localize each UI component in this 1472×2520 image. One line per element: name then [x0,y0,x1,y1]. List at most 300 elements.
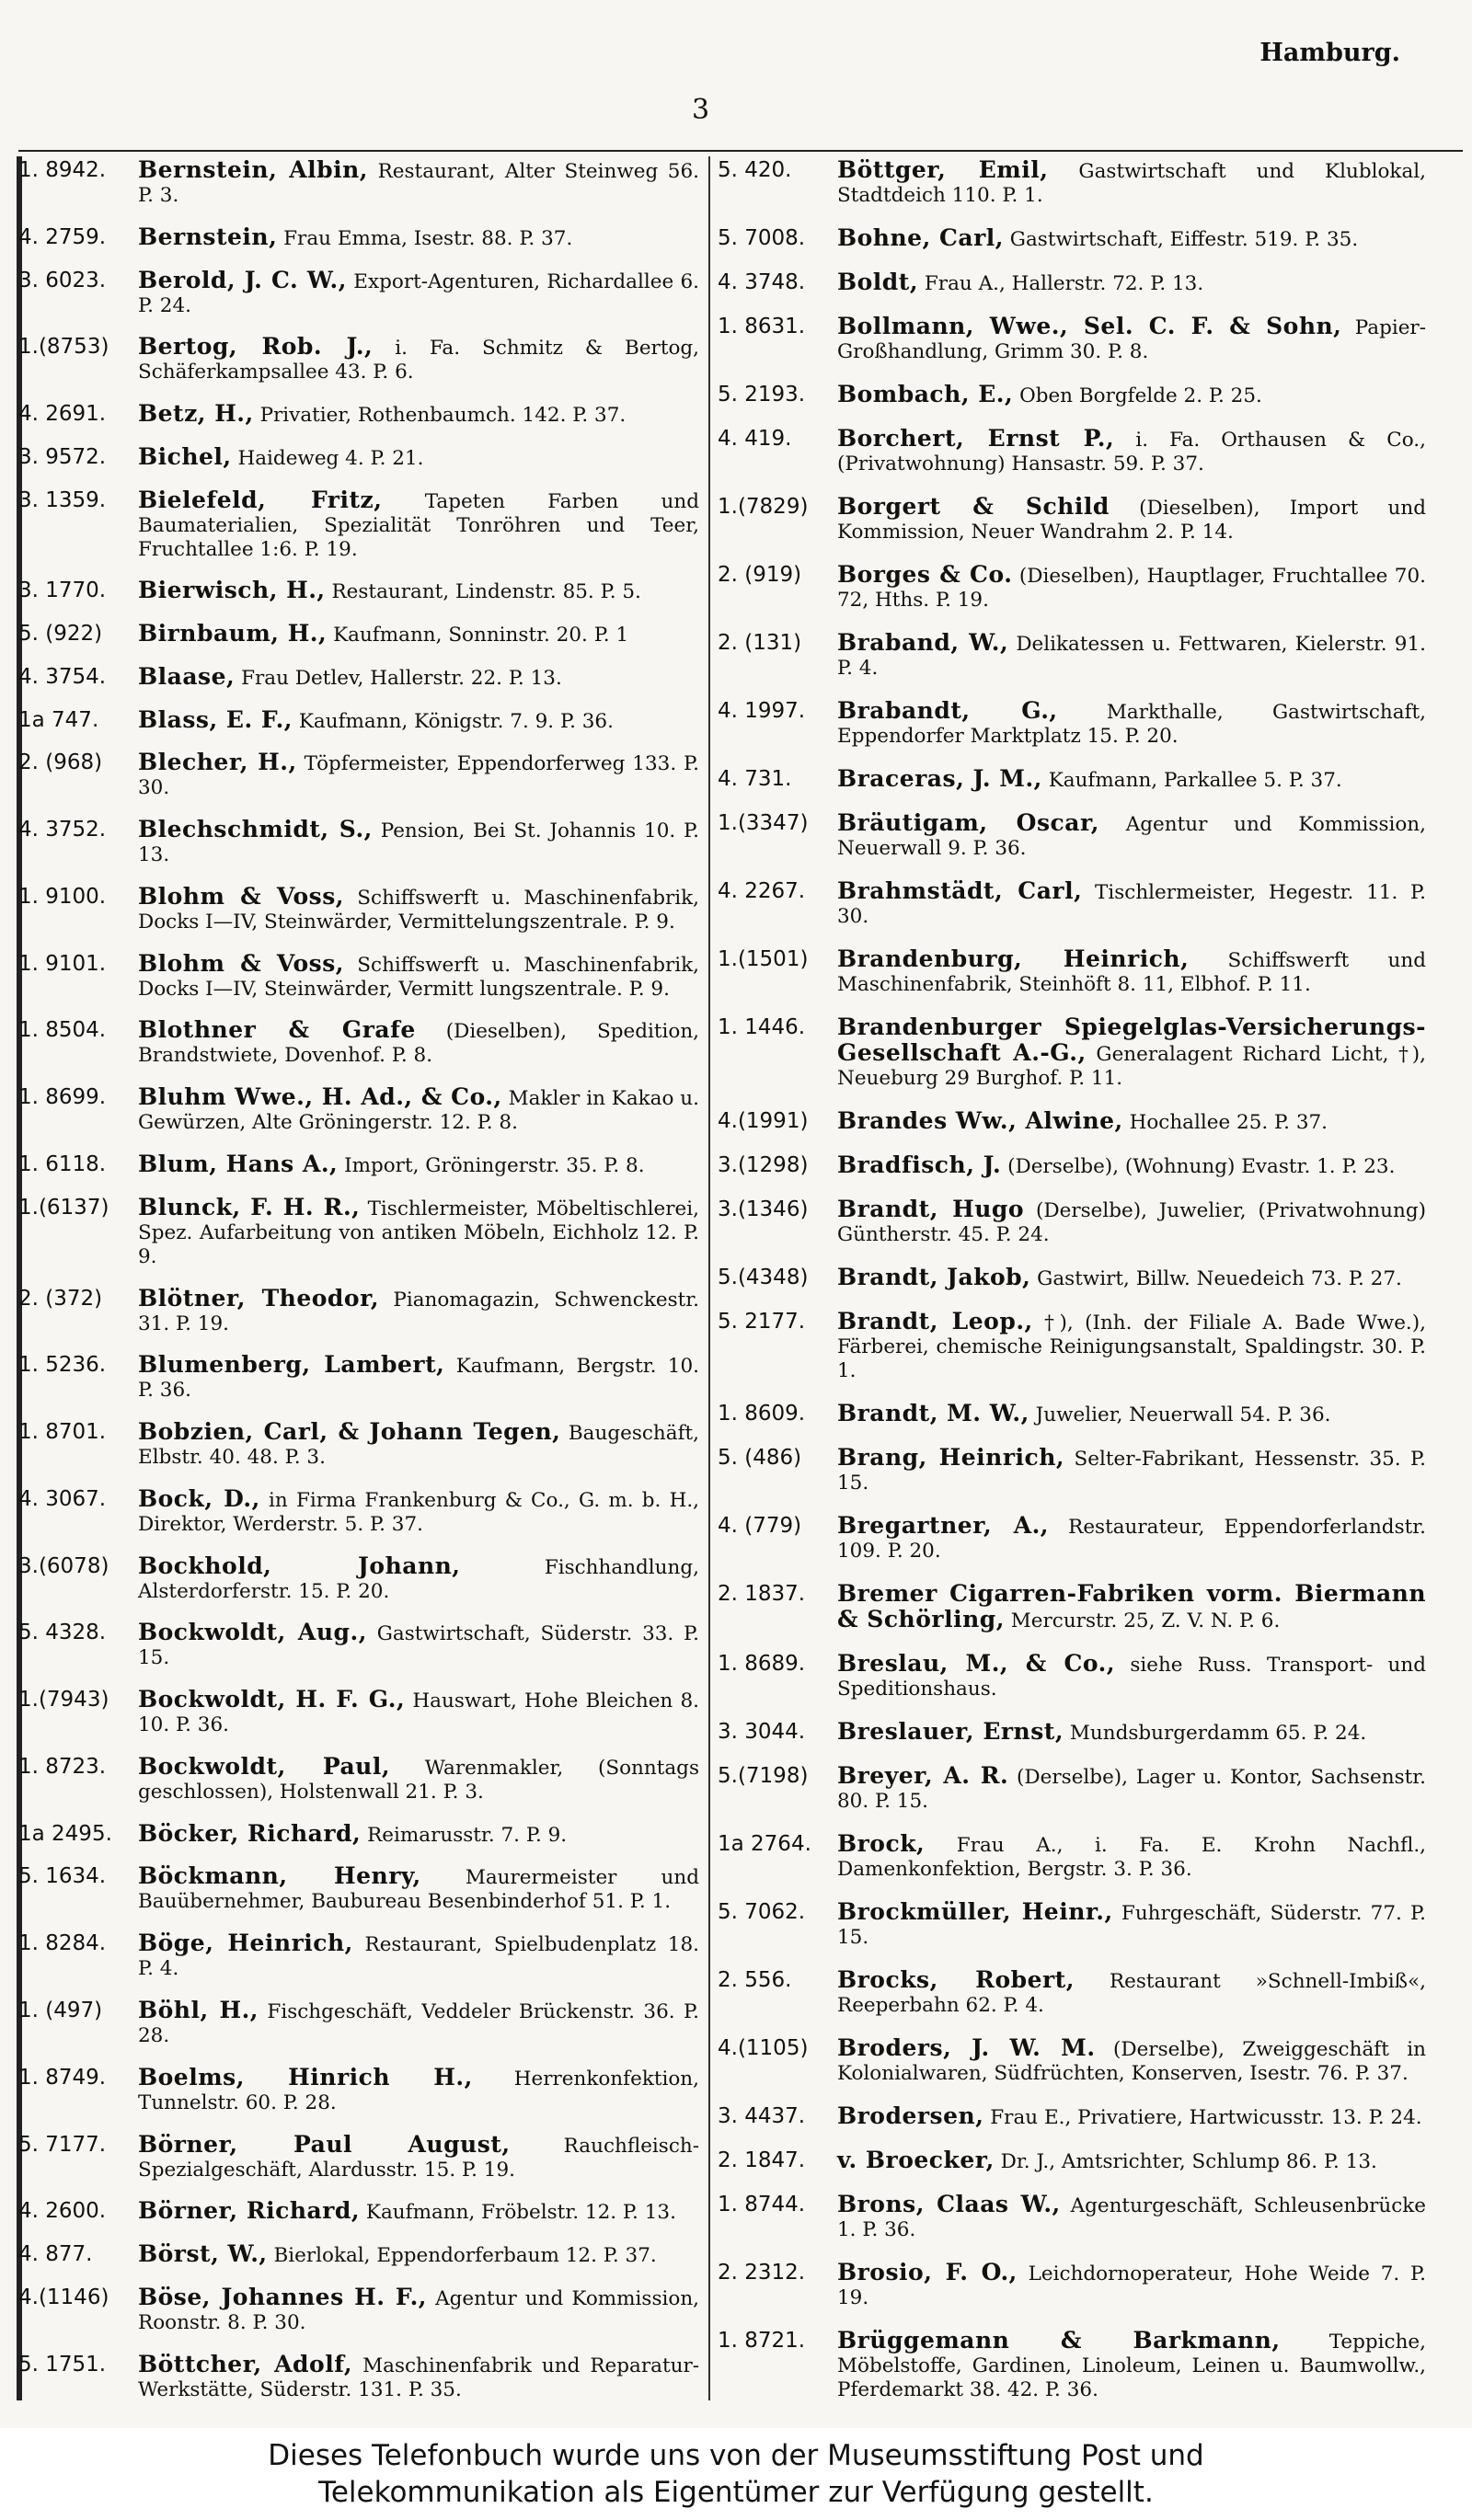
entry-details: †), (Inh. der Filiale A. Bade Wwe.), Färberei, chemische Reinigungsanstalt, Spaldingstr. 30. P. 1. [837,1312,1426,1382]
directory-entry [18,578,699,604]
subscriber-name: Bierwisch, H., [138,577,326,604]
entry-details: Restaurant »Schnell-Imbiß«, Reeperbahn 62. P. 4. [837,1970,1426,2017]
entry-text [138,578,699,604]
subscriber-name: Bremer Cigarren-Fabriken vorm. Biermann & Schörling, [837,1580,1426,1632]
entry-details: Gastwirtschaft und Klublokal, Stadtdeich 110. P. 1. [837,160,1426,207]
subscriber-name: Blohm & Voss, [138,882,344,910]
subscriber-name: Bockwoldt, H. F. G., [138,1686,406,1713]
entry-text [837,1197,1426,1247]
directory-entry [18,225,699,251]
phone-number: 1. 8284. [18,1931,107,1956]
directory-entry [718,563,1426,613]
entry-text [138,818,699,867]
subscriber-name: Brock, [837,1830,926,1857]
subscriber-name: Blohm & Voss, [138,949,344,977]
directory-entry [18,1996,699,2048]
subscriber-name: Blecher, H., [138,749,297,776]
entry-text [837,947,1426,997]
entry-details: Restaurant, Spielbudenplatz 18. P. 4. [138,1933,699,1981]
subscriber-name: Böcker, Richard, [138,1819,362,1847]
entry-text [138,2242,699,2268]
directory-entry [18,2350,699,2402]
phone-number: 3. 6023. [18,268,107,292]
phone-number: 1. 8699. [18,1085,107,1110]
phone-number: 4.(1105) [718,2036,809,2060]
entry-details: Warenmakler, (Sonntags geschlossen), Holstenwall 21. P. 3. [138,1756,699,1804]
subscriber-name: Böge, Heinrich, [138,1930,353,1957]
phone-number: 1. 8721. [718,2329,806,2353]
directory-entry [18,1864,699,1914]
phone-number: 1. 8942. [18,158,107,182]
directory-entry [718,1266,1426,1291]
subscriber-name: Böse, Johannes H. F., [138,2283,428,2310]
entry-details: Export-Agenturen, Richardallee 6. P. 24. [138,269,700,317]
entry-details: Delikatessen u. Fettwaren, Kielerstr. 91. P. 4. [837,633,1426,680]
phone-number: 1.(7943) [18,1688,109,1712]
subscriber-name: Boelms, Hinrich H., [138,2063,473,2090]
phone-number: 1.(1501) [718,947,809,971]
subscriber-name: Böhl, H., [138,1996,259,2023]
phone-number: 3. 4437. [718,2104,806,2128]
entry-text [138,1193,699,1269]
subscriber-name: Blum, Hans A., [138,1151,339,1178]
directory-entry [18,1193,699,1269]
page-number: 3 [692,94,710,126]
entry-details: (Derselbe), Lager u. Kontor, Sachsenstr. 80. P. 15. [837,1766,1426,1813]
entry-details: Reimarusstr. 7. P. 9. [367,1823,568,1847]
left-column [18,158,699,2402]
entry-text [837,811,1426,861]
subscriber-name: Blötner, Theodor, [138,1284,380,1312]
entry-text [837,383,1426,408]
phone-number: 4. 3752. [18,818,107,842]
subscriber-name: Betz, H., [138,400,254,428]
subscriber-name: Broders, J. W. M. [837,2034,1096,2061]
phone-number: 2. (919) [718,563,802,587]
directory-entry [718,1310,1426,1383]
entry-text [837,1015,1426,1091]
directory-entry [718,811,1426,861]
subscriber-name: Brandes Ww., Alwine, [837,1107,1123,1134]
directory-entry [718,1514,1426,1564]
entry-details: Restaurateur, Eppendorferlandstr. 109. P. 20. [837,1516,1426,1563]
entry-details: Schiffswerft u. Maschinenfabrik, Docks I—IV, Steinwärder, Vermittelungszentrale. P. 9. [138,886,699,934]
entry-details: (Derselbe), Zweiggeschäft in Kolonialwaren, Südfrüchten, Konserven, Isestr. 76. P. 37. [837,2038,1427,2085]
entry-details: Pension, Bei St. Johannis 10. P. 13. [138,819,699,867]
phone-number: 4. 419. [718,427,792,451]
directory-entry [718,2148,1426,2174]
entry-details: Gastwirt, Billw. Neuedeich 73. P. 27. [1037,1267,1402,1290]
phone-number: 5. 420. [718,158,792,182]
phone-number: 5.(4348) [718,1266,809,1289]
entry-details: Frau E., Privatiere, Hartwicusstr. 13. P. 24. [990,2106,1422,2129]
subscriber-name: Böckmann, Henry, [138,1862,421,1890]
phone-number: 4.(1991) [718,1109,809,1133]
directory-entry [18,2285,699,2335]
entry-details: siehe Russ. Transport- und Speditionshaus. [837,1654,1426,1701]
phone-number: 4. 1997. [718,699,806,723]
entry-text [138,1819,699,1848]
phone-number: 3.(1346) [718,1197,809,1221]
directory-entry [718,1720,1426,1746]
phone-number: 3.(6078) [18,1553,109,1578]
subscriber-name: Berold, J. C. W., [138,266,347,293]
entry-text [138,750,699,800]
directory-entry [18,442,699,471]
entry-text [138,1864,699,1914]
subscriber-name: Brons, Claas W., [837,2191,1061,2217]
subscriber-name: Bernstein, [138,223,278,250]
subscriber-name: Bertog, Rob. J., [138,333,374,361]
phone-number: 4. 2759. [18,224,107,249]
phone-number: 4. 877. [18,2242,93,2267]
entry-details: Fuhrgeschäft, Süderstr. 77. P. 15. [837,1902,1426,1949]
phone-number: 1a 2495. [18,1821,112,1846]
directory-entry [18,662,699,691]
entry-details: Oben Borgfelde 2. P. 25. [1019,384,1262,407]
phone-number: 2. 2312. [718,2261,806,2285]
phone-number: 1. 1446. [718,1015,806,1039]
directory-entry [718,495,1426,544]
entry-text [138,2285,699,2335]
subscriber-name: Brandt, Leop., [837,1308,1033,1334]
entry-details: Restaurant, Lindenstr. 85. P. 5. [331,580,641,604]
subscriber-name: Bregartner, A., [837,1512,1050,1539]
entry-details: Agentur und Kommission, Roonstr. 8. P. 30. [138,2286,699,2334]
subscriber-name: Bernstein, Albin, [138,156,369,183]
entry-text [837,315,1426,364]
entry-details: Restaurant, Alter Steinweg 56. P. 3. [138,160,699,207]
entry-details: Kaufmann, Sonninstr. 20. P. 1 [333,624,629,647]
entry-details: Mercurstr. 25, Z. V. N. P. 6. [1010,1609,1281,1632]
entry-text [837,699,1426,749]
entry-details: Teppiche, Möbelstoffe, Gardinen, Linoleum, Leinen u. Baumwollw., Pferdemarkt 38. 42. P. 36. [837,2331,1426,2401]
phone-number: 4. 3748. [718,270,806,294]
subscriber-name: Bobzien, Carl, & Johann Tegen, [138,1418,561,1446]
entry-details: Juwelier, Neuerwall 54. P. 36. [1035,1403,1331,1426]
subscriber-name: Breyer, A. R. [837,1762,1009,1789]
subscriber-name: Breslau, M., & Co., [837,1650,1116,1677]
directory-entry [718,879,1426,929]
directory-entry [18,1484,700,1537]
entry-text [138,225,699,251]
phone-number: 1. 6118. [18,1152,107,1177]
entry-text [138,1085,699,1135]
directory-entry [18,705,699,734]
entry-details: Maurermeister und Bauübernehmer, Baubureau Besenbinderhof 51. P. 1. [138,1866,699,1914]
entry-details: Kaufmann, Bergstr. 10. P. 36. [138,1355,699,1403]
subscriber-name: Breslauer, Ernst, [837,1718,1064,1745]
entry-details: Rauchfleisch-Spezialgeschäft, Alardusstr. 15. P. 19. [138,2134,699,2182]
entry-details: Kaufmann, Fröbelstr. 12. P. 13. [365,2201,676,2225]
phone-number: 2. 556. [718,1968,792,1992]
subscriber-name: Börst, W., [138,2240,268,2268]
directory-entry [18,1688,699,1737]
entry-text [837,2104,1426,2130]
entry-text [138,488,699,562]
directory-entry [718,2036,1426,2086]
directory-entry [18,2130,699,2182]
subscriber-name: Bohne, Carl, [837,224,1004,251]
phone-number: 3. 1770. [18,578,107,603]
entry-text [837,1514,1426,1564]
entry-text [837,427,1426,476]
directory-entry [18,750,699,800]
phone-number: 4. 731. [718,767,792,791]
entry-details: Tapeten Farben und Baumaterialien, Spezialität Tonröhren und Teer, Fruchtallee 1:6. P. 19. [138,489,699,561]
phone-number: 1.(8753) [18,335,109,360]
entry-details: Generalagent Richard Licht, †), Neueburg 29 Burghof. P. 11. [837,1043,1426,1090]
entry-text [837,2036,1426,2086]
phone-number: 1. 8689. [718,1652,806,1676]
phone-number: 2. 1837. [718,1582,806,1606]
directory-entry [718,1832,1426,1882]
entry-details: Baugeschäft, Elbstr. 40. 48. P. 3. [138,1422,699,1470]
subscriber-name: Bock, D., [138,1484,260,1512]
directory-entry [18,818,699,867]
entry-text [837,226,1426,252]
entry-details: i. Fa. Orthausen & Co., (Privatwohnung) Hansastr. 59. P. 37. [837,429,1426,475]
directory-entry [718,1764,1426,1814]
subscriber-name: Böttger, Emil, [837,156,1049,183]
directory-entry [18,1085,699,1135]
entry-details: Tischlermeister, Hegestr. 11. P. 30. [837,881,1426,928]
directory-entry [18,2242,699,2268]
phone-number: 1a 747. [18,707,99,732]
entry-text [138,1931,699,1981]
phone-number: 1.(7829) [718,495,809,519]
directory-entry [718,1109,1426,1135]
subscriber-name: Braband, W., [837,629,1009,656]
directory-entry [18,949,699,1002]
entry-details: Tischlermeister, Möbeltischlerei, Spez. Aufarbeitung von antiken Möbeln, Eichholz 12. P. 9. [138,1197,699,1268]
directory-entry [18,882,699,934]
entry-text [837,1900,1426,1950]
directory-entry [18,1621,699,1670]
entry-text [837,495,1426,544]
phone-number: 5. 1634. [18,1864,107,1889]
directory-entry [718,158,1426,208]
entry-text [138,1018,699,1068]
entry-details: Papier-Großhandlung, Grimm 30. P. 8. [837,316,1426,363]
entry-text [138,882,699,934]
entry-text [837,2193,1426,2242]
subscriber-name: Brandenburg, Heinrich, [837,945,1190,972]
phone-number: 3. 3044. [718,1720,806,1744]
subscriber-name: Brandt, M. W., [837,1400,1029,1426]
entry-text [837,1446,1426,1495]
entry-details: Frau A., i. Fa. E. Krohn Nachfl., Damenkonfektion, Bergstr. 3. P. 36. [837,1834,1426,1881]
directory-entry [718,1900,1426,1950]
directory-entry [718,315,1426,364]
entry-details: Agenturgeschäft, Schleusenbrücke 1. P. 36. [837,2194,1426,2241]
entry-details: Leichdornoperateur, Hohe Weide 7. P. 19. [837,2262,1426,2309]
directory-entry [718,1197,1426,1247]
entry-text [138,2130,699,2182]
entry-text [138,1688,699,1737]
entry-details: Dr. J., Amtsrichter, Schlump 86. P. 13. [1000,2150,1377,2173]
city-header: Hamburg. [1259,39,1400,67]
directory-entry [18,1018,699,1068]
phone-number: 1. 8609. [718,1402,806,1426]
footer-line-2: Telekommunikation als Eigentümer zur Verfügung gestellt. [318,2476,1154,2509]
footer-line-1: Dieses Telefonbuch wurde uns von der Museumsstiftung Post und [268,2439,1204,2472]
phone-number: 5.(7198) [718,1764,809,1788]
subscriber-name: Birnbaum, H., [138,620,328,647]
directory-entry [18,1152,699,1178]
entry-text [837,1968,1426,2018]
entry-text [837,1832,1426,1882]
entry-details: (Derselbe), (Wohnung) Evastr. 1. P. 23. [1007,1155,1396,1178]
directory-entry [718,631,1426,681]
directory-entry [718,767,1426,793]
directory-entry [718,1652,1426,1701]
entry-details: Agentur und Kommission, Neuerwall 9. P. 36. [837,813,1426,860]
directory-entry [18,488,699,562]
entry-details: in Firma Frankenburg & Co., G. m. b. H., Direktor, Werderstr. 5. P. 37. [138,1488,700,1536]
entry-text [837,1402,1426,1427]
entry-text [837,1109,1426,1135]
entry-text [138,335,699,384]
subscriber-name: Blechschmidt, S., [138,816,373,843]
subscriber-name: Brahmstädt, Carl, [837,877,1083,904]
entry-text [837,1310,1426,1383]
directory-entry [718,1015,1426,1091]
entry-details: Haideweg 4. P. 21. [237,446,424,470]
phone-number: 1. 8701. [18,1420,107,1445]
subscriber-name: Bockwoldt, Paul, [138,1752,391,1780]
directory-entry [18,158,699,208]
entry-text [138,1284,699,1336]
entry-details: Hauswart, Hohe Bleichen 8. 10. P. 36. [138,1690,700,1737]
entry-text [138,662,699,691]
footer-notice [0,2428,1472,2520]
directory-entry [718,2104,1426,2130]
entry-text [837,2261,1426,2310]
phone-number: 2. (968) [18,750,103,775]
subscriber-name: Brang, Heinrich, [837,1444,1065,1471]
entry-text [837,1652,1426,1701]
subscriber-name: Borges & Co. [837,561,1013,588]
subscriber-name: Braceras, J. M., [837,765,1042,792]
entry-text [138,402,699,428]
directory-entry [18,1554,699,1604]
subscriber-name: Bradfisch, J. [837,1151,1002,1178]
entry-text [837,158,1426,208]
entry-details: Pianomagazin, Schwenckestr. 31. P. 19. [138,1288,699,1335]
entry-details: Kaufmann, Parkallee 5. P. 37. [1048,769,1342,792]
subscriber-name: Brandt, Hugo [837,1196,1025,1222]
entry-text [837,1153,1426,1179]
subscriber-name: Bockwoldt, Aug., [138,1619,367,1646]
phone-number: 4. 3067. [18,1486,107,1511]
entry-details: (Dieselben), Spedition, Brandstwiete, Dovenhof. P. 8. [138,1020,699,1068]
phone-number: 1. 8504. [18,1018,107,1043]
subscriber-name: Bräutigam, Oscar, [837,809,1100,836]
subscriber-name: Bielefeld, Fritz, [138,486,383,513]
entry-details: Import, Gröningerstr. 35. P. 8. [344,1154,645,1178]
phone-number: 3. 9572. [18,444,107,469]
phone-number: 4. 2267. [718,879,806,903]
phone-number: 5. (486) [718,1446,802,1470]
directory-entry [718,226,1426,252]
directory-entry [18,402,699,428]
subscriber-name: Brosio, F. O., [837,2259,1018,2285]
phone-number: 5. 7177. [18,2132,107,2157]
phone-number: 1. 9100. [18,884,107,909]
entry-text [138,705,699,734]
entry-text [138,949,699,1002]
directory-entry [18,1752,699,1804]
phone-number: 3. 1359. [18,487,107,512]
directory-entry [18,1420,699,1470]
subscriber-name: Brocks, Robert, [837,1966,1075,1993]
entry-text [138,1484,700,1537]
entry-text [138,1621,699,1670]
entry-text [138,1420,699,1470]
entry-details: Frau Emma, Isestr. 88. P. 37. [283,226,573,250]
phone-number: 5. 1751. [18,2352,107,2377]
phone-number: 1. 8749. [18,2065,107,2090]
directory-entry [18,1819,699,1848]
entry-details: Frau Detlev, Hallerstr. 22. P. 13. [241,666,562,690]
directory-entry [718,1582,1426,1633]
subscriber-name: Brandenburger Spiegelglas-Versicherungs-Gesellschaft A.-G., [837,1014,1426,1066]
directory-entry [718,2261,1426,2310]
subscriber-name: Brockmüller, Heinr., [837,1898,1113,1925]
phone-number: 5. 7062. [718,1900,806,1924]
directory-entry [718,2193,1426,2242]
phone-number: 4. 2600. [18,2199,107,2224]
phone-number: 3.(1298) [718,1153,809,1177]
subscriber-name: Bollmann, Wwe., Sel. C. F. & Sohn, [837,313,1342,339]
subscriber-name: Brodersen, [837,2102,984,2129]
entry-text [138,442,699,471]
subscriber-name: Blaase, [138,662,236,690]
subscriber-name: Bockhold, Johann, [138,1552,461,1579]
entry-details: Hochallee 25. P. 37. [1129,1111,1328,1134]
subscriber-name: Börner, Richard, [138,2197,361,2225]
entry-details: Fischgeschäft, Veddeler Brückenstr. 36. P. 28. [138,1999,699,2047]
subscriber-name: Blumenberg, Lambert, [138,1351,445,1379]
phone-number: 4. (779) [718,1514,802,1538]
entry-text [837,1266,1426,1291]
subscriber-name: Borchert, Ernst P., [837,425,1115,452]
entry-details: Fischhandlung, Alsterdorferstr. 15. P. 20. [138,1555,699,1603]
phone-number: 2. 1847. [718,2148,806,2172]
directory-entry [18,1353,699,1403]
entry-details: Privatier, Rothenbaumch. 142. P. 37. [259,404,627,428]
phone-number: 1a 2764. [718,1832,811,1856]
phone-number: 4. 2691. [18,402,107,427]
entry-details: Selter-Fabrikant, Hessenstr. 35. P. 15. [837,1448,1426,1495]
entry-text [837,1720,1426,1746]
entry-text [138,1752,699,1804]
entry-details: i. Fa. Schmitz & Bertog, Schäferkampsallee 43. P. 6. [138,337,699,384]
subscriber-name: Bluhm Wwe., H. Ad., & Co., [138,1083,502,1111]
entry-details: Frau A., Hallerstr. 72. P. 13. [924,272,1204,295]
phone-number: 2. (372) [18,1286,103,1311]
directory-entry [718,1153,1426,1179]
entry-text [138,622,699,647]
entry-details: Gastwirtschaft, Süderstr. 33. P. 15. [138,1622,699,1670]
phone-number: 1. 5236. [18,1353,107,1378]
entry-details: Gastwirtschaft, Eiffestr. 519. P. 35. [1009,228,1359,251]
column-divider [708,156,710,2400]
entry-text [837,631,1426,681]
entry-text [837,2329,1426,2402]
phone-number: 1. 9101. [18,951,107,976]
